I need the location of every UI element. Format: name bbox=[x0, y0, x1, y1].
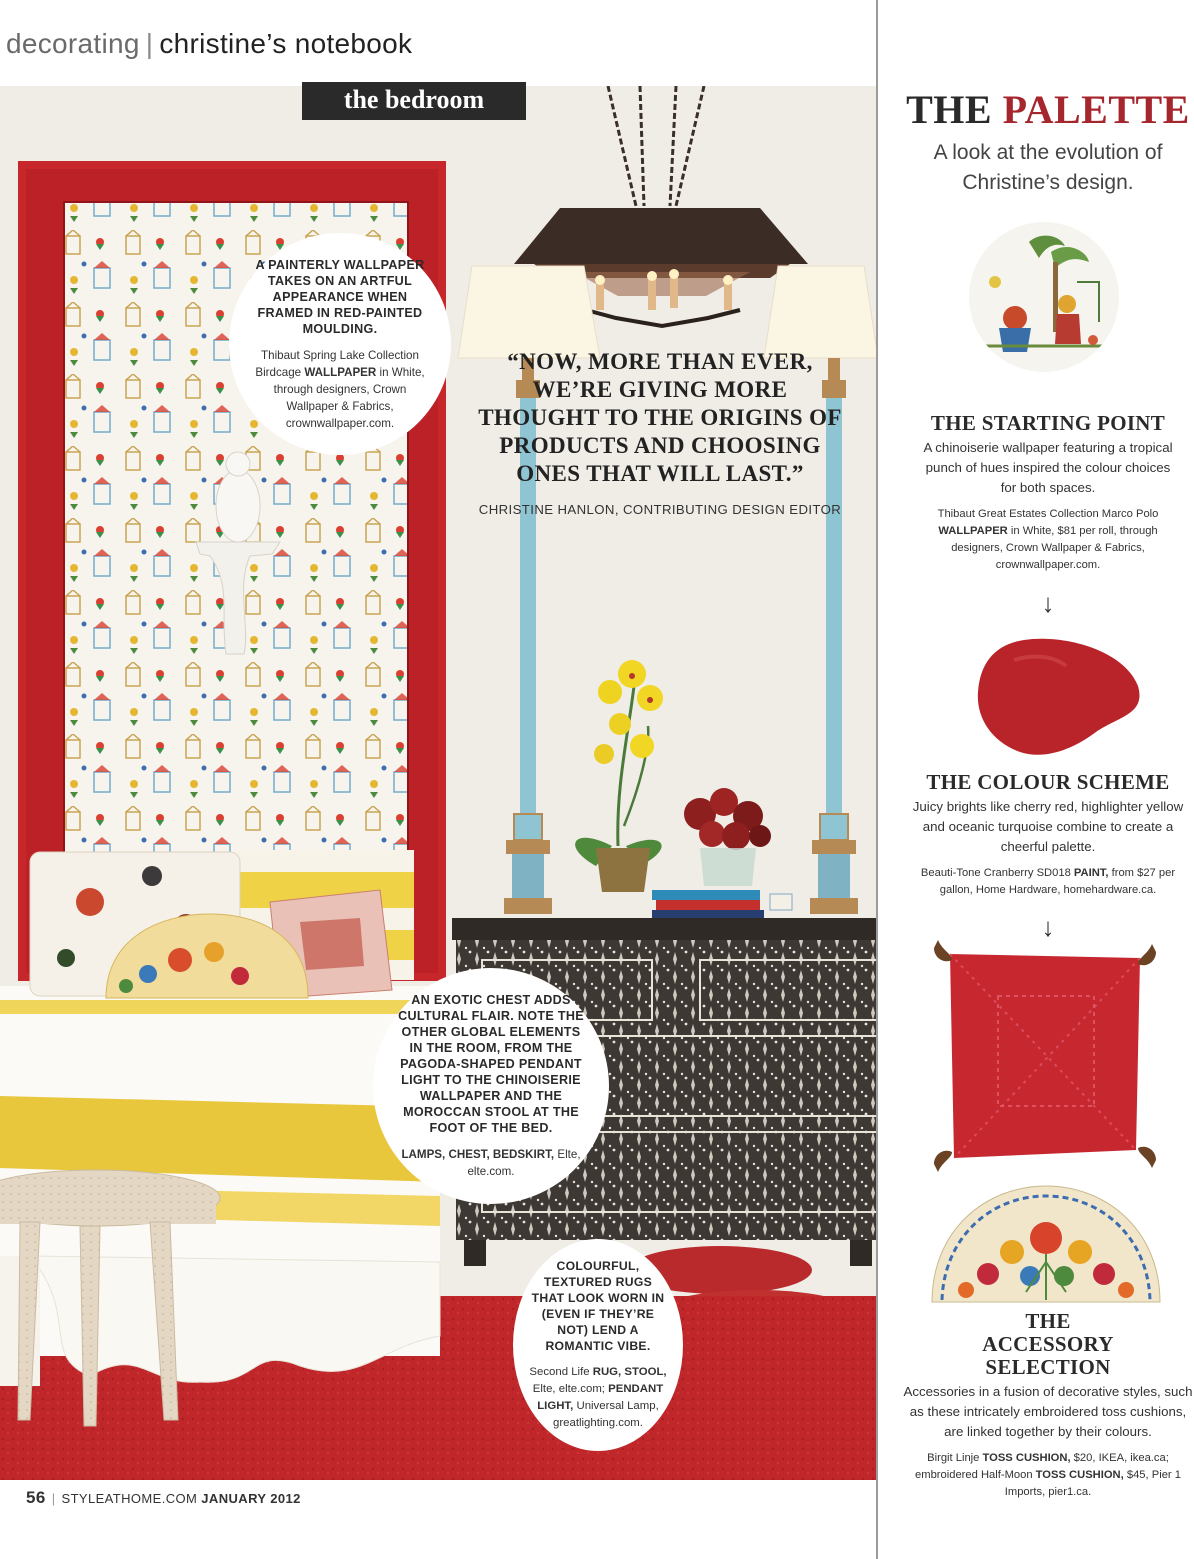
palette-title bbox=[878, 86, 1194, 133]
wallpaper-callout bbox=[229, 233, 451, 455]
source-text: in White, $81 per roll, through designers, Crown Wallpaper & Fabrics, crownwallpaper.com. bbox=[951, 525, 1158, 571]
stage-source bbox=[878, 1450, 1194, 1501]
source-text: $45, Pier 1 Imports, pier1.ca. bbox=[1004, 1469, 1181, 1498]
product-name: PAINT, bbox=[1073, 867, 1109, 879]
source-text: Second Life bbox=[529, 1366, 593, 1378]
source-text: Thibaut Spring Lake Collection Birdcage bbox=[255, 348, 419, 379]
product-name: WALLPAPER bbox=[304, 365, 377, 379]
header-separator: | bbox=[145, 28, 154, 59]
stage-colour-scheme bbox=[878, 771, 1194, 899]
stage-description: Juicy brights like cherry red, highlighter yellow and oceanic turquoise combine to create a cheerful palette. bbox=[912, 799, 1184, 854]
title-text: THE bbox=[906, 87, 1003, 132]
product-name: LAMPS, CHEST, BEDSKIRT, bbox=[401, 1148, 555, 1161]
callout-source bbox=[395, 1146, 587, 1180]
palette-column bbox=[878, 0, 1194, 1559]
down-arrow-icon: ↓ bbox=[1041, 912, 1055, 942]
callout-headline: AN EXOTIC CHEST ADDS CULTURAL FLAIR. NOTE THE OTHER GLOBAL ELEMENTS IN THE ROOM, FROM THE PAGODA-SHAPED PENDANT LIGHT TO THE CHINOISERIE WALLPAPER AND THE MOROCCAN STOOL AT THE FOOT OF THE BED. bbox=[398, 993, 584, 1135]
product-name: PENDANT LIGHT, bbox=[537, 1383, 664, 1412]
stage-accessory-selection bbox=[878, 1310, 1194, 1501]
source-text: from $27 per gallon, Home Hardware, homehardware.ca. bbox=[939, 867, 1176, 896]
footer-separator: | bbox=[51, 1491, 56, 1506]
page-number: 56 bbox=[26, 1488, 46, 1507]
quote-attribution: CHRISTINE HANLON, CONTRIBUTING DESIGN EDITOR bbox=[478, 502, 842, 517]
source-text: Birgit Linje bbox=[927, 1452, 983, 1464]
source-text: $20, IKEA, ikea.ca; embroidered Half-Moon bbox=[915, 1452, 1169, 1481]
callout-source bbox=[527, 1364, 669, 1432]
stage-starting-point bbox=[878, 412, 1194, 574]
paint-swatch-image bbox=[974, 636, 1142, 760]
stage-heading: THE COLOUR SCHEME bbox=[926, 770, 1170, 794]
half-moon-cushion-image bbox=[926, 1182, 1166, 1308]
down-arrow-icon: ↓ bbox=[1041, 588, 1055, 618]
callout-headline: A PAINTERLY WALLPAPER TAKES ON AN ARTFUL APPEARANCE WHEN FRAMED IN RED-PAINTED MOULDING. bbox=[255, 257, 425, 336]
source-text: Universal Lamp, greatlighting.com. bbox=[553, 1400, 659, 1429]
rug-callout bbox=[513, 1239, 683, 1451]
product-name: TOSS CUSHION, bbox=[982, 1452, 1071, 1464]
red-cushion-image bbox=[928, 936, 1162, 1176]
issue-date: JANUARY 2012 bbox=[201, 1491, 301, 1506]
palette-subtitle: A look at the evolution of Christine’s design. bbox=[933, 141, 1163, 194]
chest-callout bbox=[373, 968, 609, 1204]
pull-quote bbox=[470, 348, 850, 517]
column-name: christine’s notebook bbox=[159, 28, 413, 59]
stage-source bbox=[878, 506, 1194, 574]
quote-text: “NOW, MORE THAN EVER, WE’RE GIVING MORE THOUGHT TO THE ORIGINS OF PRODUCTS AND CHOOSING ONES THAT WILL LAST.” bbox=[478, 349, 842, 486]
stage-heading: THE ACCESSORY SELECTION bbox=[982, 1309, 1114, 1379]
source-text: Thibaut Great Estates Collection Marco Polo bbox=[937, 508, 1159, 520]
page-footer bbox=[26, 1488, 301, 1508]
source-text: Beauti-Tone Cranberry SD018 bbox=[920, 867, 1074, 879]
callout-headline: COLOURFUL, TEXTURED RUGS THAT LOOK WORN IN (EVEN IF THEY’RE NOT) LEND A ROMANTIC VIBE. bbox=[531, 1259, 665, 1353]
callout-source bbox=[247, 347, 433, 432]
source-text: Elte, elte.com; bbox=[532, 1383, 609, 1395]
bed bbox=[0, 850, 440, 1386]
stage-description: Accessories in a fusion of decorative styles, such as these intricately embroidered toss cushions, are linked together by their colours. bbox=[903, 1384, 1193, 1439]
stage-heading: THE STARTING POINT bbox=[930, 411, 1166, 435]
wallpaper-swatch-image bbox=[969, 222, 1119, 372]
section-header bbox=[6, 28, 412, 60]
section-name: decorating bbox=[6, 28, 140, 59]
product-name: WALLPAPER bbox=[938, 525, 1008, 537]
product-name: RUG, STOOL, bbox=[592, 1366, 667, 1378]
stage-source bbox=[878, 865, 1194, 899]
stage-description: A chinoiserie wallpaper featuring a tropical punch of hues inspired the colour choices for both spaces. bbox=[923, 440, 1173, 495]
room-label: the bedroom bbox=[302, 82, 526, 120]
source-text: in White, through designers, Crown Wallpaper & Fabrics, crownwallpaper.com. bbox=[273, 365, 425, 430]
site-name: STYLEATHOME.COM bbox=[61, 1491, 198, 1506]
title-accent: PALETTE bbox=[1002, 87, 1190, 132]
source-text: Elte, elte.com. bbox=[467, 1148, 581, 1178]
product-name: TOSS CUSHION, bbox=[1035, 1469, 1124, 1481]
